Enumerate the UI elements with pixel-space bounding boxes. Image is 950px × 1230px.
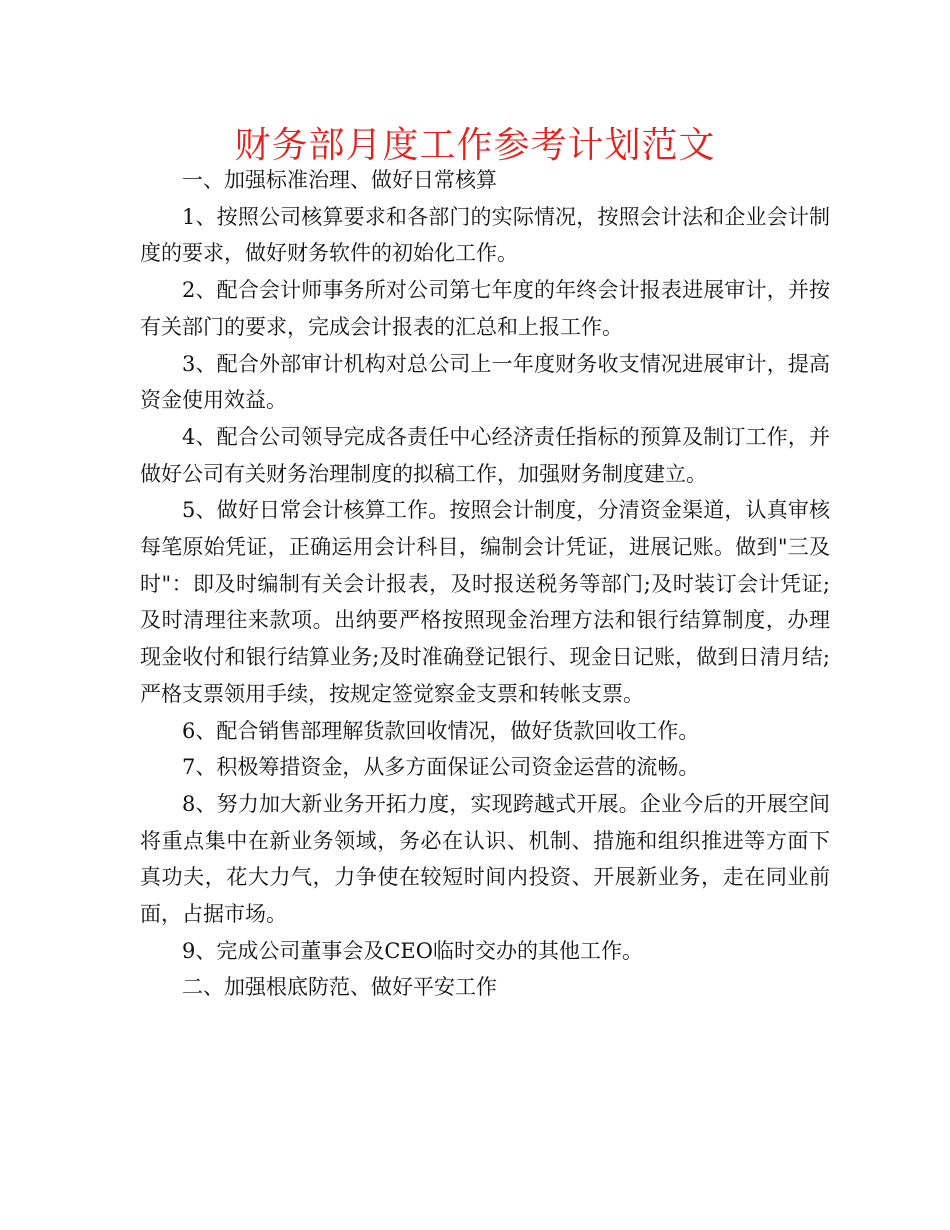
paragraph-item-5: 5、做好日常会计核算工作。按照会计制度，分清资金渠道，认真审核每笔原始凭证，正确运用会计科目，编制会计凭证，进展记账。做到"三及时"：即及时编制有关会计报表，及时报送税务等部门;及时装订会计凭证;及时清理往来款项。出纳要严格按照现金治理方法和银行结算制度，办理现金收付和银行结算业务;及时准确登记银行、现金日记账，做到日清月结;严格支票领用手续，按规定签觉察金支票和转帐支票。 [140,498,830,706]
paragraph-item-7: 7、积极筹措资金，从多方面保证公司资金运营的流畅。 [182,755,700,780]
document-title: 财务部月度工作参考计划范文 [234,125,716,166]
document-body [140,162,830,1006]
paragraph-item-9: 9、完成公司董事会及CEO临时交办的其他工作。 [182,938,643,963]
paragraph-item-6: 6、配合销售部理解货款回收情况，做好货款回收工作。 [182,718,700,743]
paragraph-item-3: 3、配合外部审计机构对总公司上一年度财务收支情况进展审计，提高资金使用效益。 [140,351,830,413]
paragraph-item-2: 2、配合会计师事务所对公司第七年度的年终会计报表进展审计，并按有关部门的要求，完成会计报表的汇总和上报工作。 [140,278,830,339]
paragraph-item-4: 4、配合公司领导完成各责任中心经济责任指标的预算及制订工作，并做好公司有关财务治理制度的拟稿工作，加强财务制度建立。 [140,424,830,486]
section-heading-2: 二、加强根底防范、做好平安工作 [182,975,497,1000]
section-heading-1: 一、加强标准治理、做好日常核算 [182,168,497,192]
paragraph-item-8: 8、努力加大新业务开拓力度，实现跨越式开展。企业今后的开展空间将重点集中在新业务领域，务必在认识、机制、措施和组织推进等方面下真功夫，花大力气，力争使在较短时间内投资、开展新业务，走在同业前面，占据市场。 [140,791,830,927]
paragraph-item-1: 1、按照公司核算要求和各部门的实际情况，按照会计法和企业会计制度的要求，做好财务软件的初始化工作。 [140,204,830,266]
